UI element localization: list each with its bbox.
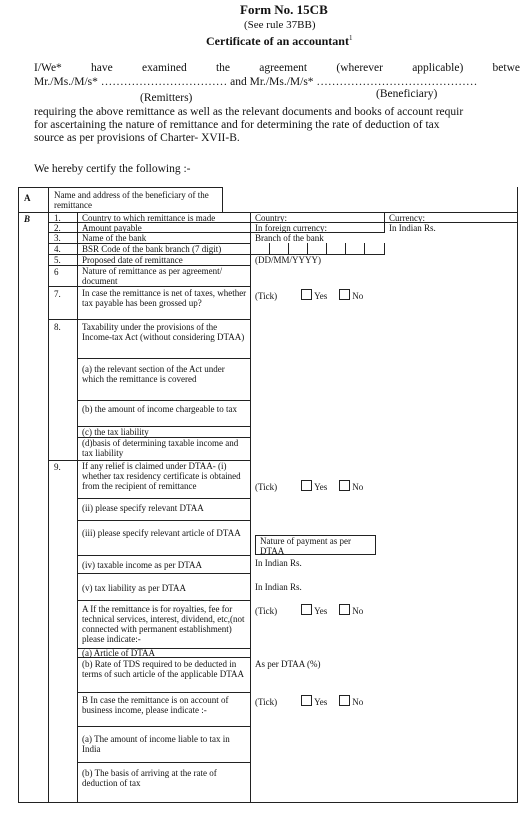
dtaa-article-label: (iii) please specify relevant article of DTAA: [82, 528, 241, 538]
taxable-income-dtaa-label: (iv) taxable income as per DTAA: [82, 560, 202, 570]
beneficiary-label: (Beneficiary): [376, 88, 438, 100]
country-field[interactable]: Country:: [255, 213, 288, 223]
yes-checkbox[interactable]: [301, 695, 312, 706]
taxable-income-basis-label: (d)basis of determining taxable income and tax liability: [82, 438, 239, 458]
amount-payable-label: Amount payable: [82, 223, 142, 233]
page-title: Certificate of an accountant$^1$: [206, 34, 353, 48]
remitters-label: (Remitters): [140, 92, 193, 104]
tax-rate-basis-label: (b) The basis of arriving at the rate of deduction of tax: [82, 768, 217, 788]
relevant-section-label: (a) the relevant section of the Act under which the remittance is covered: [82, 364, 225, 384]
income-liable-label: (a) The amount of income liable to tax in India: [82, 734, 230, 754]
row-number: 3.: [54, 233, 61, 243]
rule-reference: (See rule 37BB): [244, 19, 316, 31]
bsr-code-label: BSR Code of the bank branch (7 digit): [82, 244, 222, 254]
intro-line-3: requiring the above remittance as well as the relevant documents and books of account requir: [34, 106, 464, 118]
indian-rs-field[interactable]: In Indian Rs.: [389, 223, 436, 233]
row-number: 2.: [54, 223, 61, 233]
row-number: 4.: [54, 244, 61, 254]
no-checkbox[interactable]: [339, 695, 350, 706]
intro-line-1: I/We* have examined the agreement (wherever applicable) betwe: [34, 62, 520, 74]
business-income-label: B In case the remittance is on account of business income, please indicate :-: [82, 695, 229, 715]
article-dtaa-label: (a) Article of DTAA: [82, 648, 156, 658]
bank-name-label: Name of the bank: [82, 233, 147, 243]
currency-field[interactable]: Currency:: [389, 213, 425, 223]
tax-liability-dtaa-label: (v) tax liability as per DTAA: [82, 583, 187, 593]
intro-line-5: source as per provisions of Charter- XVII-B.: [34, 132, 240, 144]
royalties-fee-label: A If the remittance is for royalties, fee for technical services, interest, dividend, etc,(not connected with permanent establishment) please indicate:-: [82, 604, 245, 644]
royalties-tick: (Tick) Yes No: [255, 606, 364, 616]
remittance-date-label: Proposed date of remittance: [82, 255, 183, 265]
dtaa-relief-label: If any relief is claimed under DTAA- (i) whether tax residency certificate is obtained from the recipient of remittance: [82, 461, 241, 491]
income-chargeable-label: (b) the amount of income chargeable to tax: [82, 404, 238, 414]
section-b-marker: B: [24, 214, 31, 224]
no-checkbox[interactable]: [339, 480, 350, 491]
intro-line-2: Mr./Ms./M/s* …………………………… and Mr./Ms./M/s* ……………………………………: [34, 76, 478, 88]
relevant-dtaa-label: (ii) please specify relevant DTAA: [82, 503, 204, 513]
row-number: 5.: [54, 255, 61, 265]
nature-of-payment-field[interactable]: Nature of payment as per DTAA: [260, 536, 351, 556]
form-number: Form No. 15CB: [240, 2, 328, 17]
bank-branch-field[interactable]: Branch of the bank: [255, 233, 324, 243]
yes-checkbox[interactable]: [301, 480, 312, 491]
beneficiary-name-address-label: Name and address of the beneficiary of the remittance: [54, 190, 209, 210]
tax-liability-label: (c) the tax liability: [82, 427, 149, 437]
grossed-up-tick: (Tick) Yes No: [255, 291, 364, 301]
grossed-up-label: In case the remittance is net of taxes, whether tax payable has been grossed up?: [82, 288, 247, 308]
tds-rate-label: (b) Rate of TDS required to be deducted in terms of such article of the applicable DTAA: [82, 659, 244, 679]
remittance-nature-label: Nature of remittance as per agreement/ document: [82, 266, 223, 286]
row-number: 8.: [54, 322, 61, 332]
tds-rate-field[interactable]: As per DTAA (%): [255, 659, 321, 669]
certify-statement: We hereby certify the following :-: [34, 163, 191, 175]
no-checkbox[interactable]: [339, 289, 350, 300]
section-a-marker: A: [24, 193, 31, 203]
country-label: Country to which remittance is made: [82, 213, 216, 223]
taxable-income-dtaa-field[interactable]: In Indian Rs.: [255, 558, 302, 568]
row-number: 6: [54, 267, 59, 277]
row-number: 1.: [54, 213, 61, 223]
tax-liability-dtaa-field[interactable]: In Indian Rs.: [255, 582, 302, 592]
row-number: 7.: [54, 289, 61, 299]
tax-residency-tick: (Tick) Yes No: [255, 482, 364, 492]
yes-checkbox[interactable]: [301, 604, 312, 615]
business-income-tick: (Tick) Yes No: [255, 697, 364, 707]
row-number: 9.: [54, 462, 61, 472]
intro-line-4: for ascertaining the nature of remittance and for determining the rate of deduction of tax: [34, 119, 440, 131]
yes-checkbox[interactable]: [301, 289, 312, 300]
foreign-currency-field[interactable]: In foreign currency:: [255, 223, 327, 233]
taxability-label: Taxability under the provisions of the Income-tax Act (without considering DTAA): [82, 322, 245, 342]
remittance-date-field[interactable]: (DD/MM/YYYY): [255, 255, 321, 265]
no-checkbox[interactable]: [339, 604, 350, 615]
bsr-code-boxes[interactable]: [250, 243, 385, 255]
